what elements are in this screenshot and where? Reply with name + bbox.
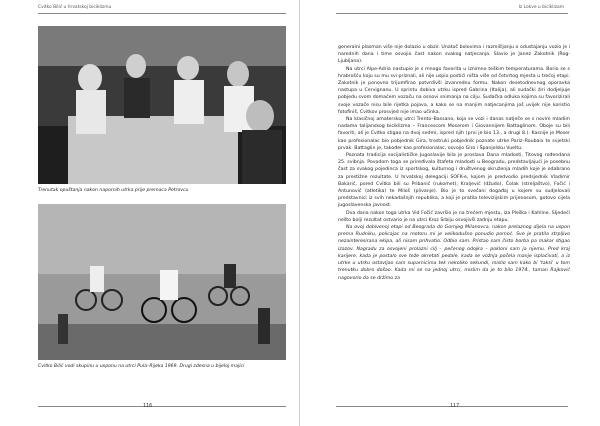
right-page-number: 117 <box>450 404 460 409</box>
left-footer-rule <box>38 406 286 407</box>
right-header-rule <box>336 13 568 14</box>
right-page <box>300 0 600 426</box>
photo-bottom-caption: Cvitko Bilić vodi skupinu u usponu na utrci Pula–Rijeka 1969. Drugi zdesna u bijeloj majici <box>38 364 245 369</box>
paragraph: Poznata tradicija socijalističke Jugoslavije bila je proslava Dana mladosti, Titovog rođendana 25. svibnja. Povodom toga se priređivala štafeta mladosti u Beogradu, predstavljajući je posebnu čast za svakog pojedinca iz sportskog, kulturnog i društvenog okruženja mladih koje je odabrano za prestižne rezultate. U hrvatskoj delegaciji SOFK-e, kojom je predvodio predsjednik Vladimir Bakarić, pored Cvitka bili su Pribanić (rukomet), Kraljević (džudo), Čolak (streljaštvo), Fočić i Antunović (atletika) te Miloš (plivanje). Bio je to svečani događaj u kojem su sudjelovali predstavnici iz svih nekadašnjih republika, a koji je pratila televizijskim prijenosom, gotovo cijela jugoslavenska javnost. <box>338 153 570 209</box>
paragraph: Na utrci Alpe-Adria nastupio je s mnogo favorita u iznimno teškim temperaturama. Borio se s hrabrošću koju su mu svi priznali, ali nije uspio postići ništa više od četvrtog mjesta u trećoj etapi. Zakotnik je ponovno trijumfirao potvrdivši izvanrednu formu. Nakon desetodnevnog oporavka nastupa u Cervignanu. U sprintu dobiva utrku ispred Gabrina (Italija), ali sudački žiri dodjeljuje pobjedu svom domaćem vozaču na osnovi snimanja na cilju. Sudačka odluka kojima su favorizirali svoje vozače nisu bile rijetka pojava, a kako se na manjim natjecanjima još uvijek nije koristio fotofiniš, Cvitkov prosvjed nije imao učinka. <box>338 66 570 115</box>
photo-cyclists-resting <box>38 26 286 184</box>
left-page-number: 116 <box>143 404 153 409</box>
quote-paragraph: Na ovoj dobivenoj etapi od Beograda do Gornjeg Milanovca, nakon prelaznog dijela na uspon prema Rudniku, policajac na motoru mi je velikodušno ponudio pomoć. Sve je pratila strpljivo nezainteresirana ekipa, ali nisam prihvatio. Odbio sam. Pristao sam čisto borba pa makar stigao izazov. Nagradu za osvojeni prolazni cilj – pečenog odojka – pokloni sam ja njemu. Pred kraj karijere, kada je postalo sve teže okretati pedale, kada se vožnja počela manje isplaćivati, a iz utrke u utrku ostavljao sam suparnicima tek nekoliko sekundi, mislio sam kako bi 'taksi' u tom trenutku dobro došao. Kada mi se na jednoj utrci, mislim da je to bilo 1974., taman Rajković nagovorio da se držimo za <box>338 225 570 281</box>
paragraph: generalni plasman više nije dolazio u obzir. Unatoč bolovima i razmišljanju o odustajanju vozio je i narednih dana i time osvojio čast nakon svakog natjecanja. Slavio je Janez Zakotnik (Rog-Ljubljana). <box>338 45 570 65</box>
photo-top-caption: Trenutak opuštanja nakon napornih utrka prije premaca Petrovcu <box>38 188 189 193</box>
right-running-head: Iz Lokve u biciklizam <box>518 5 564 10</box>
left-running-head: Cvitko Bilić u hrvatskoj biciklizmu <box>38 5 112 10</box>
photo-cyclists-resting-image <box>38 26 286 184</box>
photo-cycling-race-image <box>38 204 286 360</box>
left-header-rule <box>38 13 286 14</box>
paragraph: Na klasičnoj amaterskoj utrci Trento–Bassano, koja se vozi i danas natječe se s novim mladim nadama talijanskog biciklizma – Francescom Moserom i Giovannijem Battaglinom. Oboje su bili favoriti, ali je Cvitko stigao na dvoj sedmi, ispred njih (prvi je bio 13., a drugi 8.). Kasnije je Moser kao profesionalac bio pobjednik Gira, trostruki pobjednik poznate utrke Pariz–Roubaix te svjetski prvak. Battaglin je, također kao profesionalac, osvojio Giro i Španjolsku Vueltu. <box>338 117 570 151</box>
paragraph: Dva dana nakon toga utrka Vid Fočić završio je na trećem mjestu, iza Pleška i Kahline. Sljedeći nešto bolji rezultat ostvario je na utrci Kroz Srbiju osvojivši zadnju etapu. <box>338 210 570 223</box>
photo-cycling-race <box>38 204 286 360</box>
article-body <box>338 44 570 282</box>
